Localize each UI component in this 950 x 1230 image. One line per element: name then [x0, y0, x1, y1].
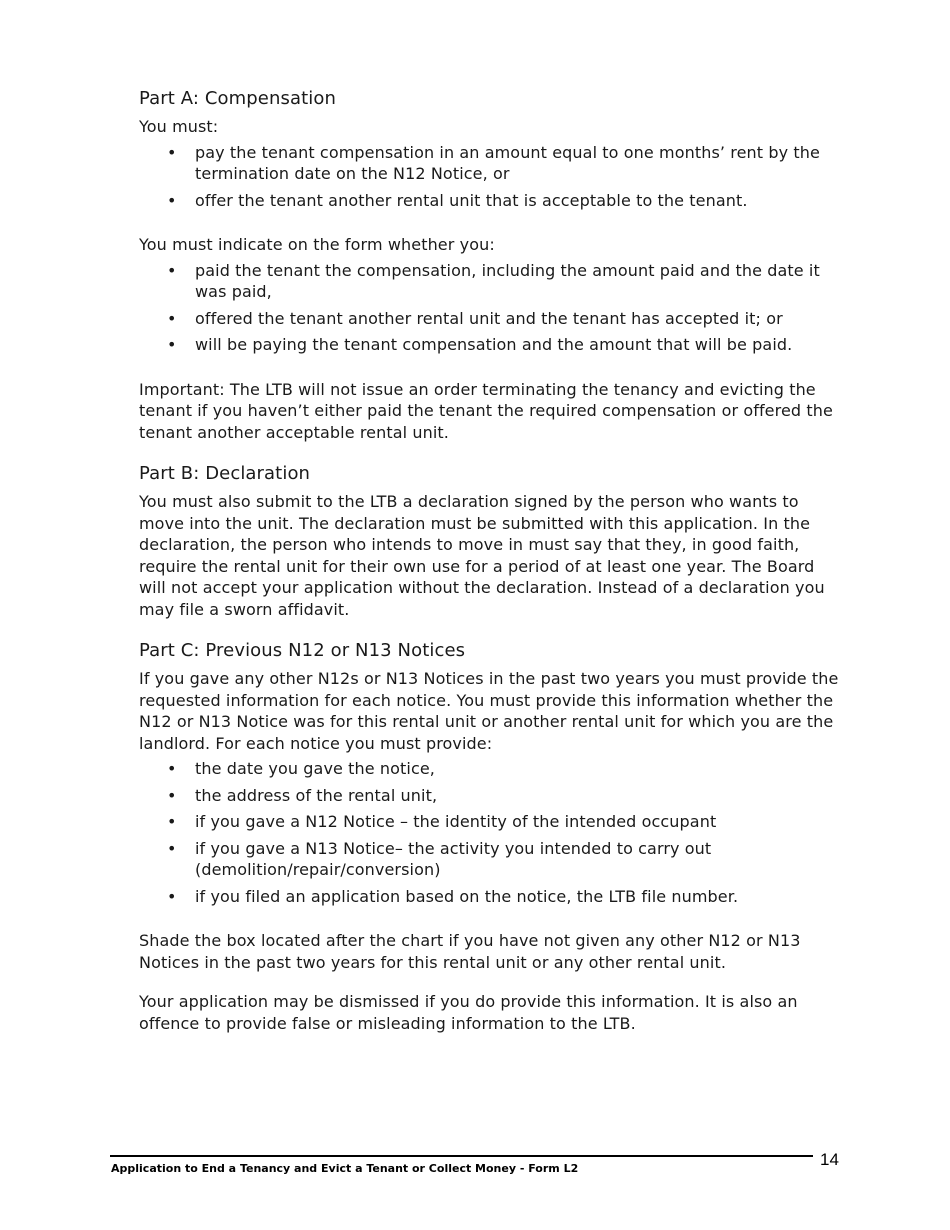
list-item-text: pay the tenant compensation in an amount equal to one months’ rent by the termination date on the N12 Notice, or: [195, 142, 820, 183]
footer-divider: [110, 1155, 813, 1157]
part-a-bullet-list: [139, 142, 839, 212]
list-item-text: offer the tenant another rental unit that is acceptable to the tenant.: [195, 190, 748, 210]
bullet-icon: •: [167, 335, 177, 354]
part-b-text: You must also submit to the LTB a declaration signed by the person who wants to move into the unit. The declaration must be submitted with this application. In the declaration, the person who intends to move in must say that they, in good faith, require the rental unit for their own use for a period of at least one year. The Board will not accept your application without the declaration. Instead of a declaration you may file a sworn affidavit.: [139, 492, 825, 619]
part-a-indicate-list: [139, 260, 839, 356]
list-item-text: if you gave a N12 Notice – the identity of the intended occupant: [195, 812, 717, 831]
bullet-icon: •: [167, 260, 177, 280]
list-item-text: the address of the rental unit,: [195, 785, 438, 805]
list-item-text: if you gave a N13 Notice– the activity you intended to carry out (demolition/repair/conversion): [195, 838, 712, 879]
bullet-icon: •: [167, 812, 177, 831]
page-number: 14: [820, 1150, 839, 1169]
list-item-text: offered the tenant another rental unit and the tenant has accepted it; or: [195, 308, 783, 328]
part-b-section: [139, 463, 839, 620]
part-a-indicate-intro: You must indicate on the form whether you:: [139, 235, 495, 254]
list-item: [139, 758, 839, 780]
list-item-text: the date you gave the notice,: [195, 759, 435, 778]
bullet-icon: •: [167, 886, 177, 906]
bullet-icon: •: [167, 838, 177, 858]
part-a-heading: Part A: Compensation: [139, 88, 336, 109]
list-item: [139, 811, 839, 833]
bullet-icon: •: [167, 785, 177, 805]
list-item: [139, 308, 839, 330]
part-b-heading: Part B: Declaration: [139, 463, 311, 484]
list-item: [139, 886, 839, 908]
part-a-section: [139, 88, 839, 443]
important-note: [139, 379, 839, 444]
list-item: [139, 785, 839, 807]
list-item-text: paid the tenant the compensation, including the amount paid and the date it was paid,: [195, 260, 820, 301]
bullet-icon: •: [167, 190, 177, 210]
list-item: [139, 334, 839, 356]
part-c-bullet-list: [139, 758, 839, 907]
part-c-section: [139, 640, 839, 1034]
important-text: The LTB will not issue an order terminating the tenancy and evicting the tenant if you haven’t either paid the tenant the required compensation or offered the tenant another acceptable rental unit.: [139, 379, 833, 442]
part-c-heading: Part C: Previous N12 or N13 Notices: [139, 640, 466, 661]
important-label: Important:: [139, 379, 225, 399]
bullet-icon: •: [167, 308, 177, 328]
list-item: [139, 142, 839, 185]
page-content: [139, 88, 839, 1034]
bullet-icon: •: [167, 759, 177, 778]
part-c-intro: If you gave any other N12s or N13 Notices in the past two years you must provide the requested information for each notice. You must provide this information whether the N12 or N13 Notice was for this rental unit or another rental unit for which you are the landlord. For each notice you must provide:: [139, 669, 839, 753]
bullet-icon: •: [167, 142, 177, 162]
list-item-text: will be paying the tenant compensation and the amount that will be paid.: [195, 335, 793, 354]
shade-instructions: Shade the box located after the chart if you have not given any other N12 or N13 Notices in the past two years for this rental unit or any other rental unit.: [139, 931, 801, 972]
part-a-intro: You must:: [139, 117, 219, 136]
footer-title: Application to End a Tenancy and Evict a Tenant or Collect Money - Form L2: [111, 1162, 579, 1175]
list-item: [139, 260, 839, 303]
dismissal-warning: Your application may be dismissed if you do provide this information. It is also an offence to provide false or misleading information to the LTB.: [139, 992, 798, 1033]
list-item: [139, 190, 839, 212]
list-item-text: if you filed an application based on the notice, the LTB file number.: [195, 886, 739, 906]
list-item: [139, 838, 839, 881]
